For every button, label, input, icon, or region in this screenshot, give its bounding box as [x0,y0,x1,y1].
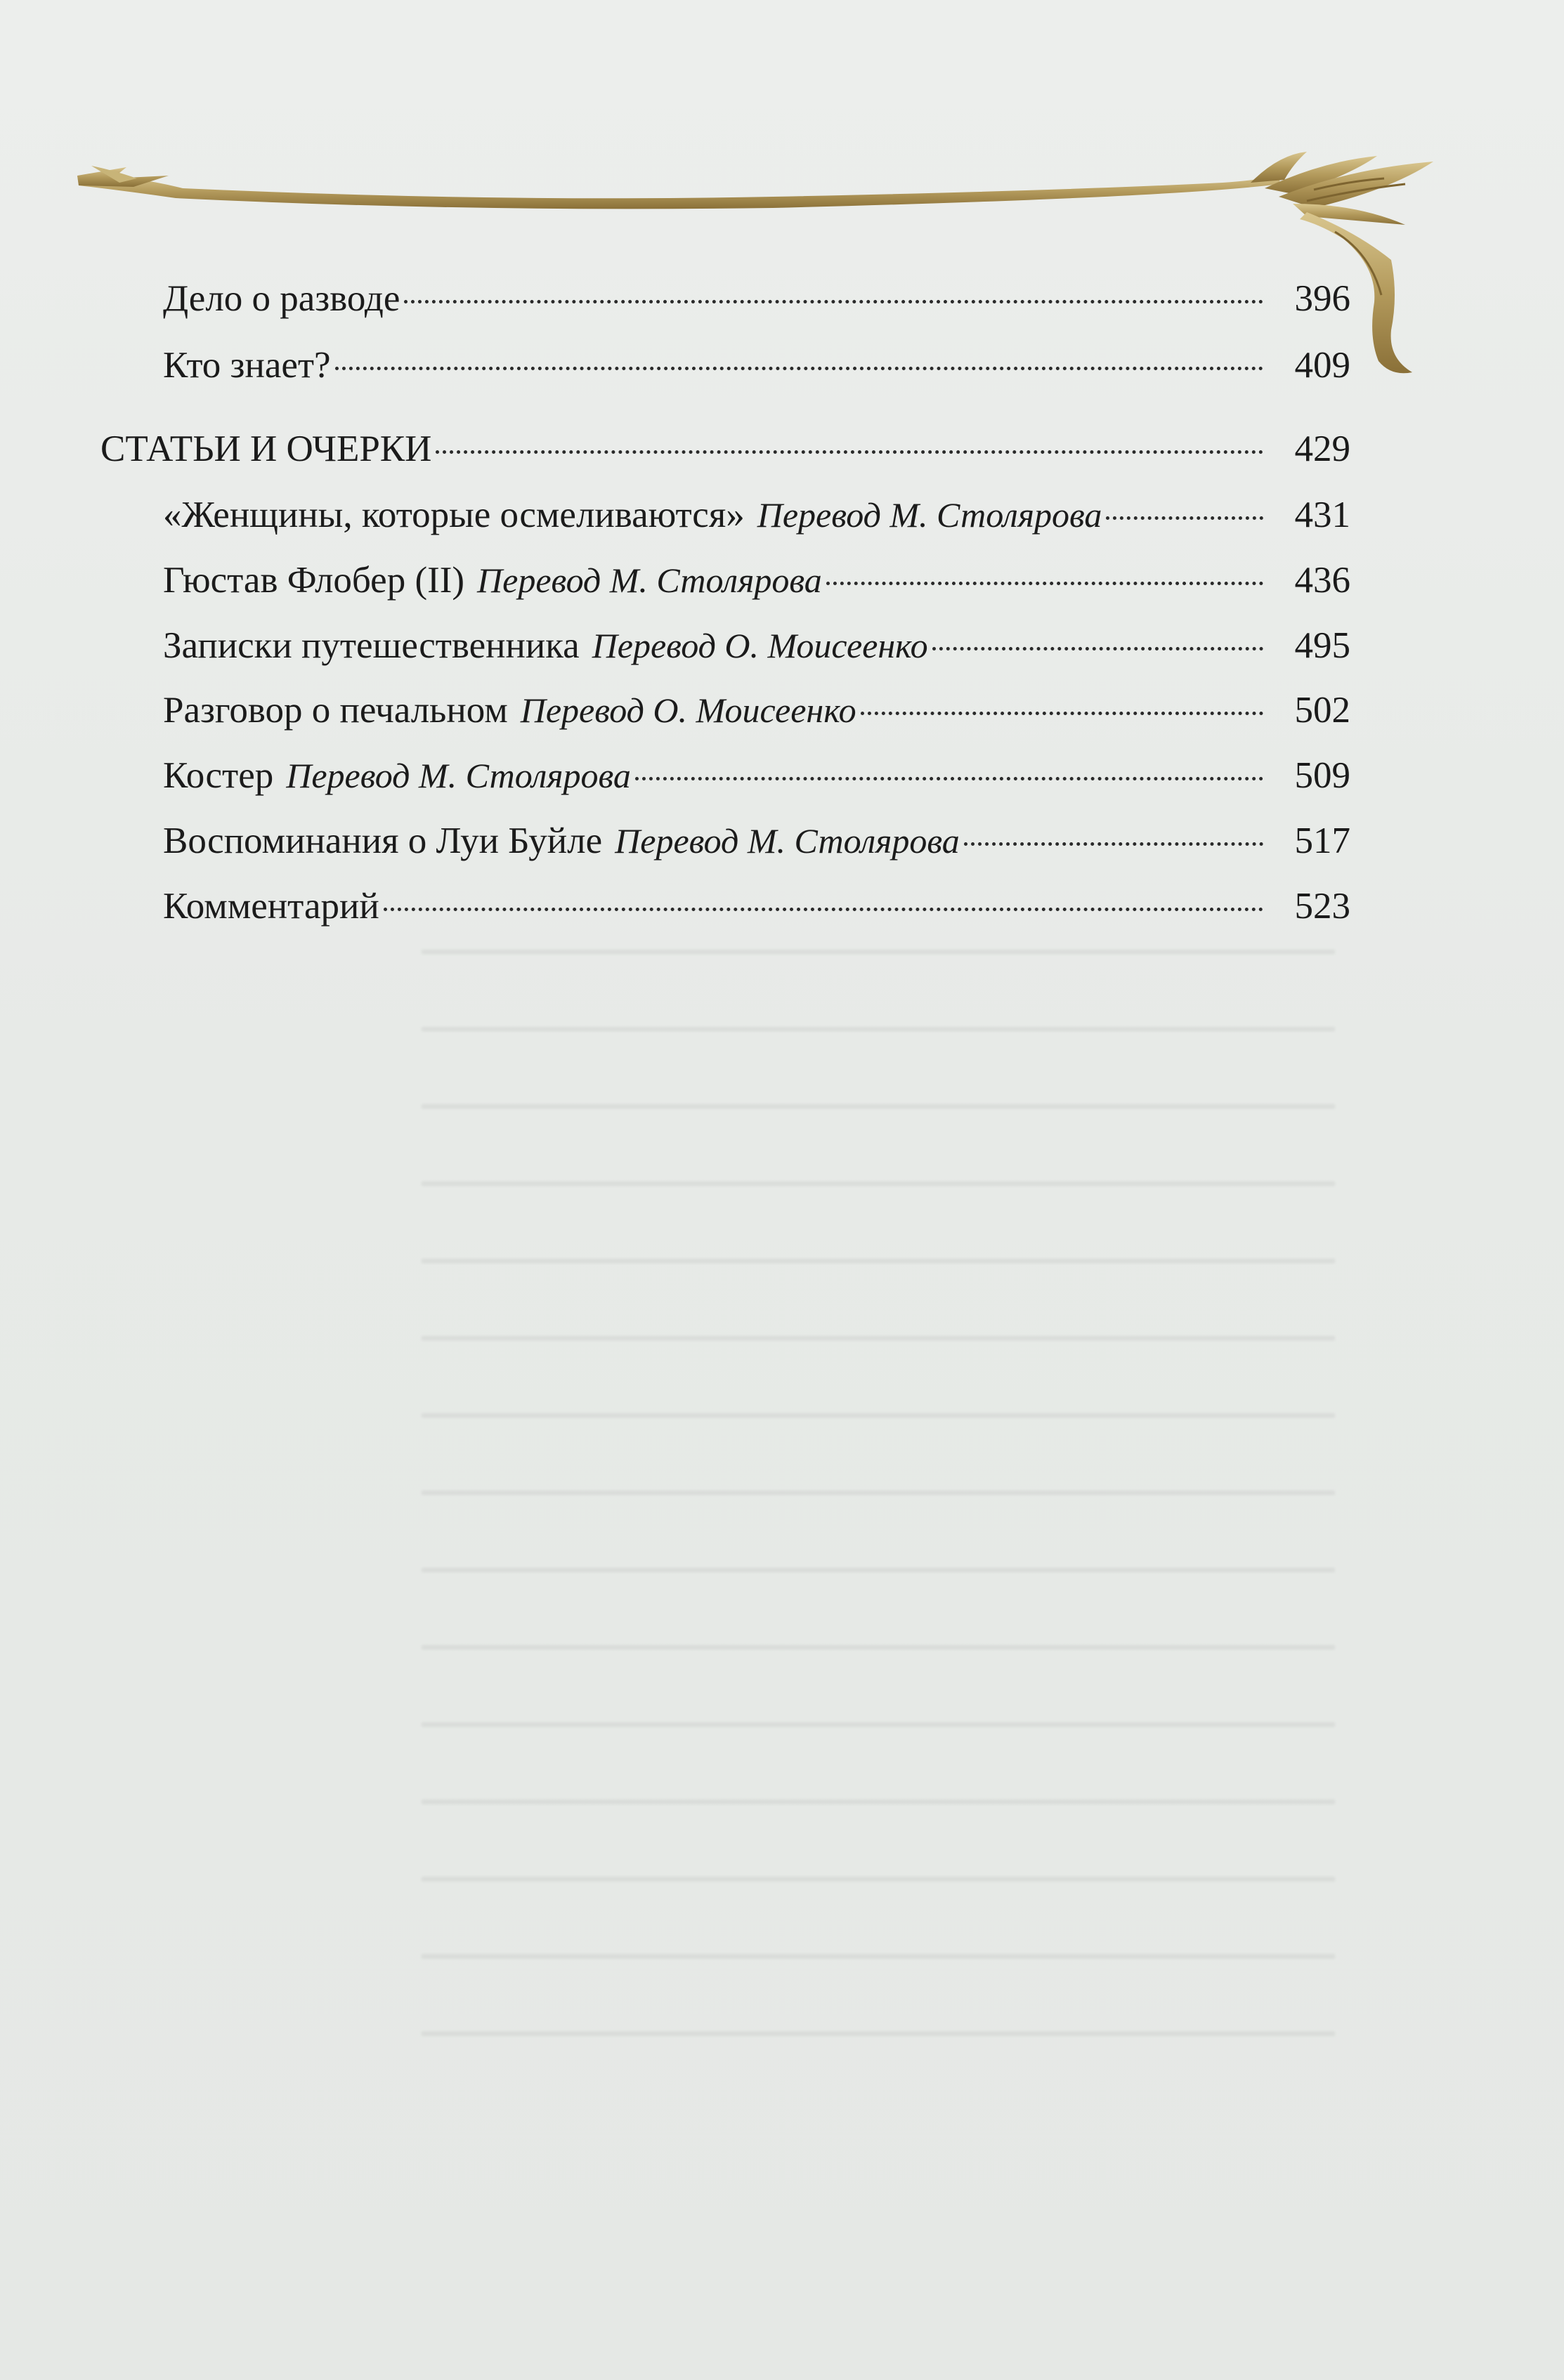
toc-entry-title: Воспоминания о Луи Буйле [163,820,603,861]
toc-entry-translator: Перевод О. Моисеенко [520,691,856,730]
toc-entry-page: 429 [1294,429,1350,469]
toc-entry-page: 517 [1294,820,1350,861]
toc-entry[interactable] [163,686,1350,735]
toc-entry-translator: Перевод О. Моисеенко [592,626,928,665]
dot-leader [384,908,1263,911]
toc-entry-page: 436 [1294,560,1350,601]
toc-entry[interactable] [163,751,1350,800]
toc-entry-title: Дело о разводе [163,278,400,319]
dot-leader [404,300,1263,303]
dot-leader [826,582,1263,585]
toc-entry-translator: Перевод М. Столярова [615,821,960,861]
toc-entry-page: 431 [1294,495,1350,535]
toc-entry-page: 409 [1294,345,1350,386]
toc-entry-title: СТАТЬИ И ОЧЕРКИ [100,429,432,469]
dot-leader [436,450,1263,454]
toc-entry-page: 495 [1294,625,1350,666]
toc-entry-title: Комментарий [163,886,379,927]
toc-entry-title: «Женщины, которые осмеливаются» [163,495,745,535]
toc-entry-translator: Перевод М. Столярова [757,495,1102,535]
toc-entry[interactable] [163,556,1350,605]
dot-leader [964,842,1263,846]
toc-entry-page: 502 [1294,690,1350,731]
toc-entry-title: Записки путешественника [163,625,580,666]
toc-entry-page: 396 [1294,278,1350,319]
toc-entry-page: 523 [1294,886,1350,927]
toc-entry-page: 509 [1294,755,1350,796]
toc-entry[interactable] [163,816,1350,865]
toc-entry-translator: Перевод М. Столярова [477,561,822,600]
toc-entry[interactable] [163,341,1350,390]
dot-leader [635,777,1263,780]
toc-entry-title: Кто знает? [163,345,331,386]
toc-entry-title: Гюстав Флобер (II) [163,560,465,601]
toc-entry-translator: Перевод М. Столярова [286,756,631,795]
toc-entry[interactable] [163,274,1350,323]
dot-leader [1106,516,1263,520]
dot-leader [932,647,1263,650]
toc-entry[interactable] [163,490,1350,540]
dot-leader [335,367,1263,370]
toc-entry-title: Разговор о печальном [163,690,508,731]
toc-section-heading[interactable] [100,424,1350,473]
toc-entry[interactable] [163,621,1350,670]
toc-entry[interactable] [163,882,1350,931]
show-through-text [422,913,1335,2037]
toc-entry-title: Костер [163,755,274,796]
dot-leader [861,712,1263,715]
